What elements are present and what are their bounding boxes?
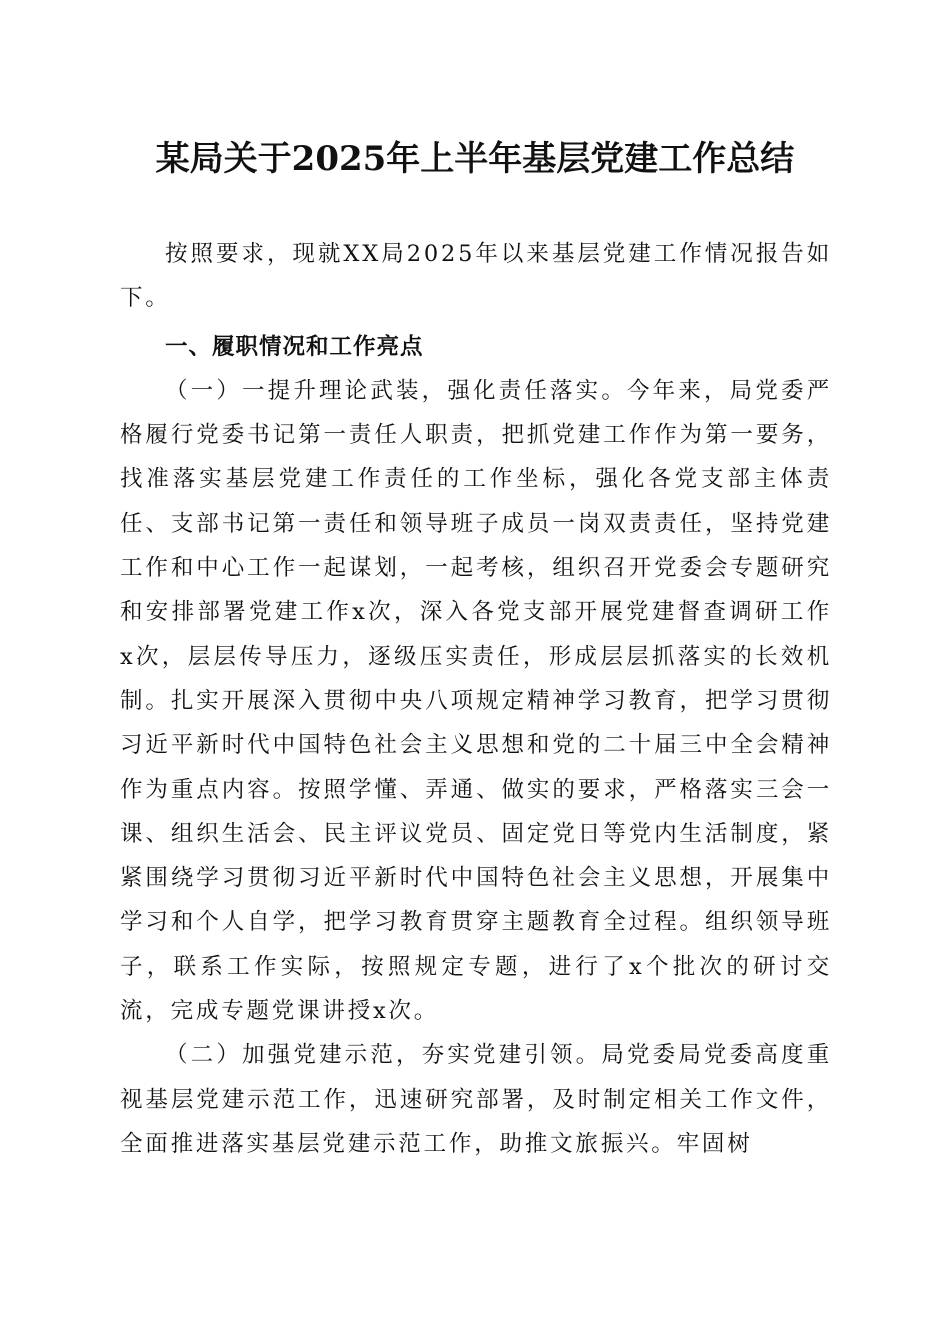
body-paragraph-2: （二）加强党建示范，夯实党建引领。局党委局党委高度重视基层党建示范工作，迅速研究部署，及时制定相关工作文件，全面推进落实基层党建示范工作，助推文旅振兴。牢固树 xyxy=(120,1042,832,1157)
document-body xyxy=(120,232,832,1166)
intro-paragraph: 按照要求，现就XX局2025年以来基层党建工作情况报告如下。 xyxy=(120,241,832,312)
section-heading: 一、履职情况和工作亮点 xyxy=(165,333,424,360)
body-paragraph-1: （一）一提升理论武装，强化责任落实。今年来，局党委严格履行党委书记第一责任人职责，把抓党建工作作为第一要务，找准落实基层党建工作责任的工作坐标，强化各党支部主体责任、支部书记第一责任和领导班子成员一岗双责责任，坚持党建工作和中心工作一起谋划，一起考核，组织召开党委会专题研究和安排部署党建工作x次，深入各党支部开展党建督查调研工作x次，层层传导压力，逐级压实责任，形成层层抓落实的长效机制。扎实开展深入贯彻中央八项规定精神学习教育，把学习贯彻习近平新时代中国特色社会主义思想和党的二十届三中全会精神作为重点内容。按照学懂、弄通、做实的要求，严格落实三会一课、组织生活会、民主评议党员、固定党日等党内生活制度，紧紧围绕学习贯彻习近平新时代中国特色社会主义思想，开展集中学习和个人自学，把学习教育贯穿主题教育全过程。组织领导班子，联系工作实际，按照规定专题，进行了x个批次的研讨交流，完成专题党课讲授x次。 xyxy=(120,377,832,1025)
document-title: 某局关于2025年上半年基层党建工作总结 xyxy=(155,139,795,179)
